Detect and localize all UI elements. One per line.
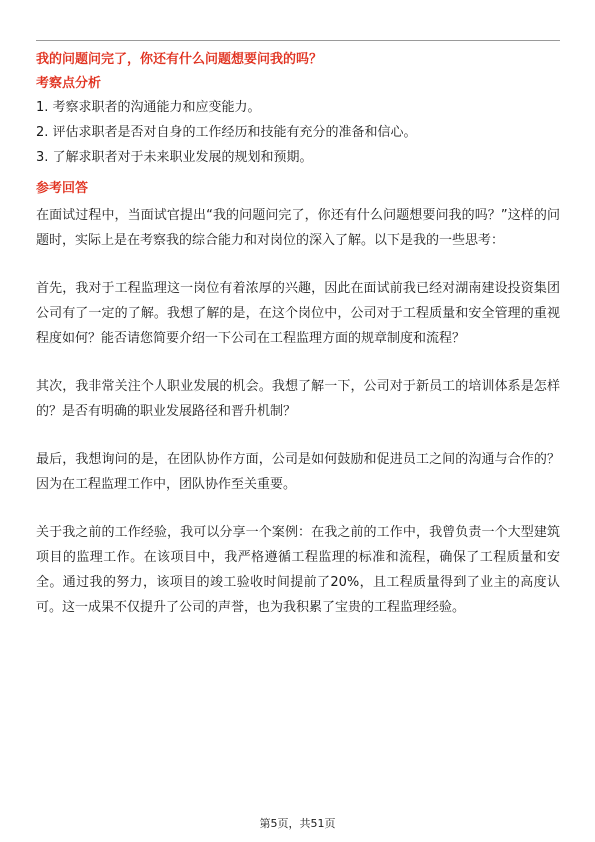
answer-paragraph: 最后，我想询问的是，在团队协作方面，公司是如何鼓励和促进员工之间的沟通与合作的？因为在工程监理工作中，团队协作至关重要。 (36, 452, 560, 492)
answer-paragraph: 其次，我非常关注个人职业发展的机会。我想了解一下，公司对于新员工的培训体系是怎样的？是否有明确的职业发展路径和晋升机制？ (36, 379, 560, 419)
answer-paragraph: 关于我之前的工作经验，我可以分享一个案例：在我之前的工作中，我曾负责一个大型建筑项目的监理工作。在该项目中，我严格遵循工程监理的标准和流程，确保了工程质量和安全。通过我的努力，该项目的竣工验收时间提前了20%，且工程质量得到了业主的高度认可。这一成果不仅提升了公司的声誉，也为我积累了宝贵的工程监理经验。 (36, 525, 560, 615)
analysis-item: 3. 了解求职者对于未来职业发展的规划和预期。 (36, 150, 313, 165)
answer-paragraph: 首先，我对于工程监理这一岗位有着浓厚的兴趣，因此在面试前我已经对湖南建设投资集团公司有了一定的了解。我想了解的是，在这个岗位中，公司对于工程质量和安全管理的重视程度如何？能否请您简要介绍一下公司在工程监理方面的规章制度和流程？ (36, 281, 560, 346)
question-title: 我的问题问完了，你还有什么问题想要问我的吗？ (36, 52, 323, 67)
document-body (36, 50, 560, 643)
answer-paragraph: 在面试过程中，当面试官提出“我的问题问完了，你还有什么问题想要问我的吗？”这样的问题时，实际上是在考察我的综合能力和对岗位的深入了解。以下是我的一些思考： (36, 208, 560, 248)
analysis-item: 1. 考察求职者的沟通能力和应变能力。 (36, 100, 261, 115)
answer-heading: 参考回答 (36, 181, 89, 196)
analysis-heading: 考察点分析 (36, 76, 102, 91)
analysis-item: 2. 评估求职者是否对自身的工作经历和技能有充分的准备和信心。 (36, 125, 417, 140)
page-number: 第5页，共51页 (259, 817, 336, 830)
header-divider (36, 40, 560, 41)
